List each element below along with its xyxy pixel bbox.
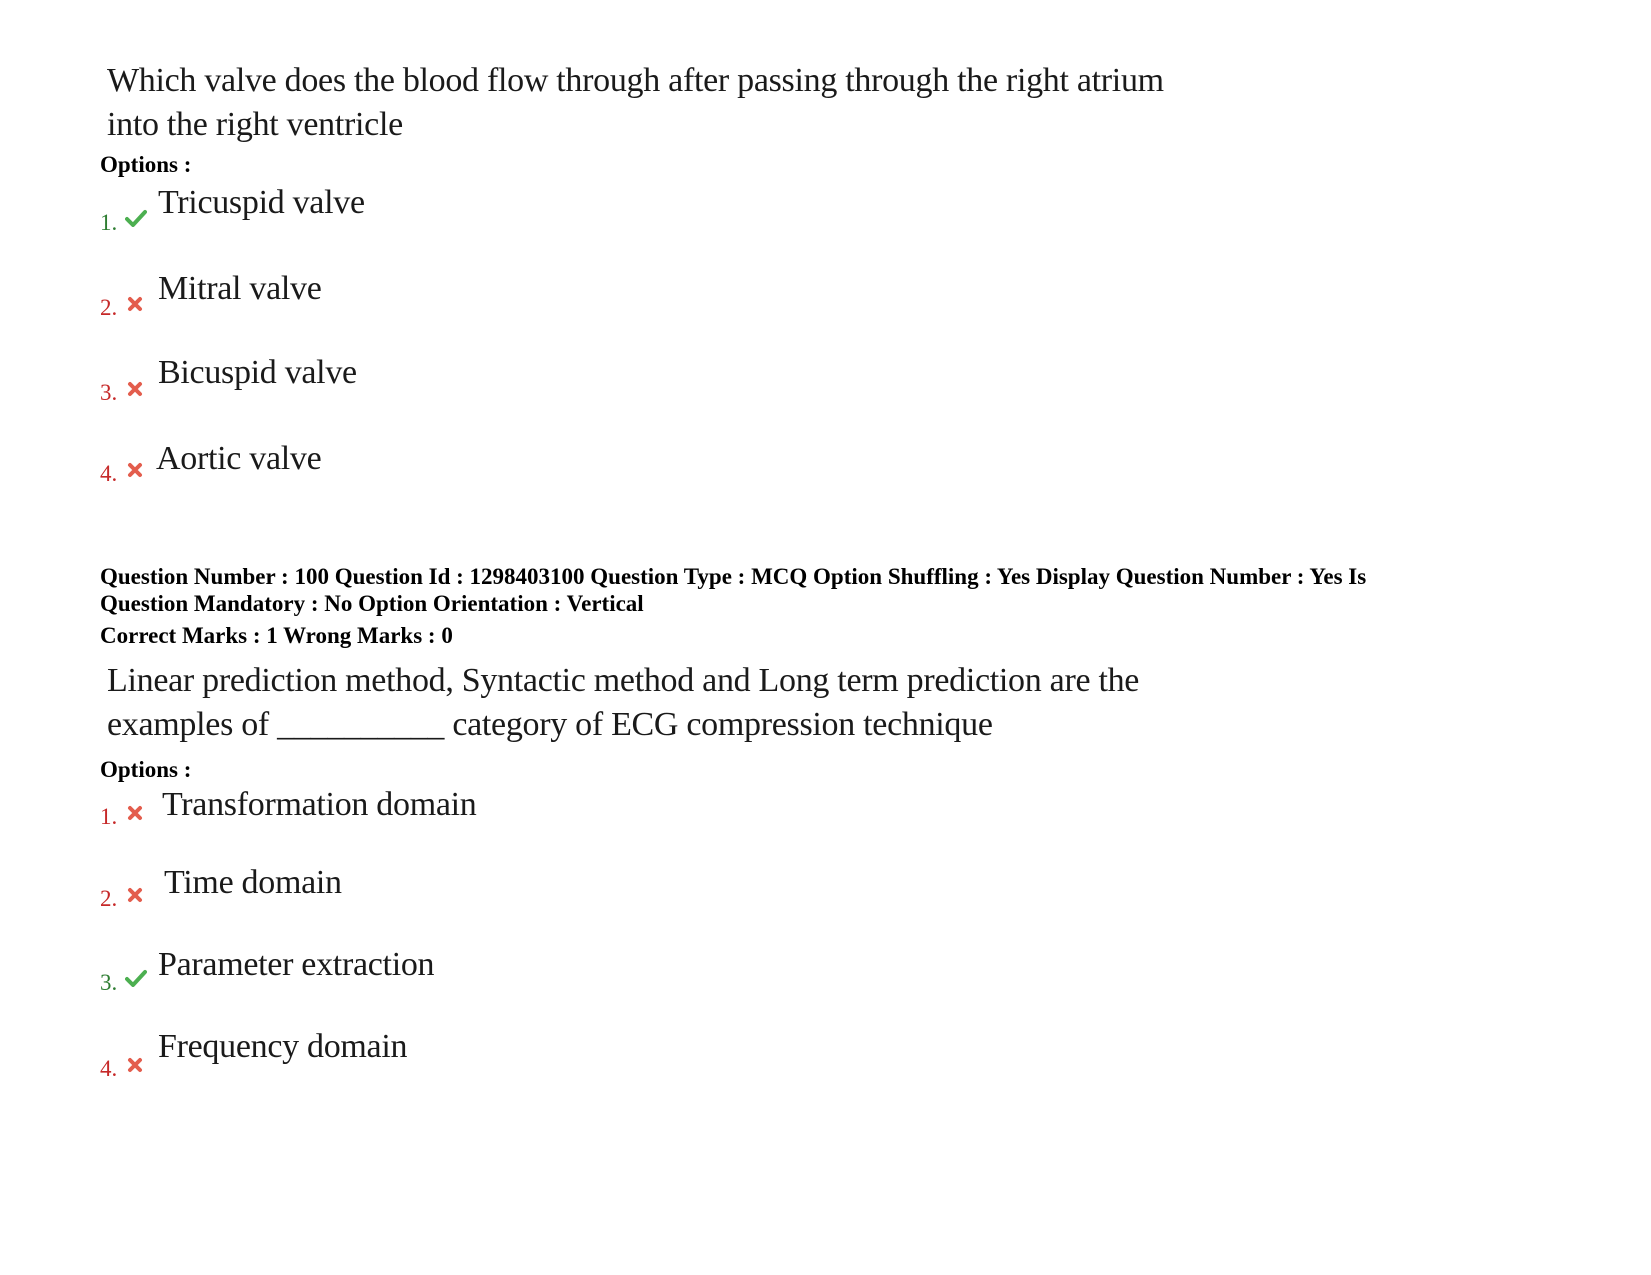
question-1-option-4-number: 4. (100, 461, 118, 486)
question-2-text-line-2: examples of __________ category of ECG compression technique (107, 706, 993, 743)
question-1-text-line-1: Which valve does the blood flow through after passing through the right atrium (107, 62, 1164, 99)
question-2-meta-line-2: Question Mandatory : No Option Orientation : Vertical (100, 591, 644, 616)
question-1-option-3-text: Bicuspid valve (158, 354, 357, 391)
question-1-options-label: Options : (100, 152, 192, 177)
question-2-meta-line-1: Question Number : 100 Question Id : 1298403100 Question Type : MCQ Option Shuffling : Yes Display Question Number : Yes Is (100, 564, 1367, 589)
cross-icon (127, 381, 143, 397)
cross-icon (127, 1057, 143, 1073)
check-icon (125, 969, 147, 987)
question-2-option-4-text: Frequency domain (158, 1028, 408, 1065)
question-2-option-2-number: 2. (100, 886, 118, 911)
question-2-option-2-text: Time domain (164, 864, 342, 901)
question-1-option-1-number: 1. (100, 210, 118, 235)
question-1-option-3-number: 3. (100, 380, 118, 405)
question-2-option-3-text: Parameter extraction (158, 946, 435, 983)
question-1-option-2-text: Mitral valve (158, 270, 322, 307)
check-icon (125, 209, 147, 227)
question-2-option-4-number: 4. (100, 1056, 118, 1081)
cross-icon (127, 805, 143, 821)
question-2-marks: Correct Marks : 1 Wrong Marks : 0 (100, 623, 453, 648)
question-2-option-1-number: 1. (100, 804, 118, 829)
cross-icon (127, 296, 143, 312)
cross-icon (127, 887, 143, 903)
question-2-options-label: Options : (100, 757, 192, 782)
cross-icon (127, 462, 143, 478)
question-2-option-3-number: 3. (100, 970, 118, 995)
question-1-option-1-text: Tricuspid valve (158, 184, 365, 221)
question-2-option-1-text: Transformation domain (162, 786, 477, 823)
question-1-text-line-2: into the right ventricle (107, 106, 403, 143)
question-1-option-2-number: 2. (100, 295, 118, 320)
question-2-text-line-1: Linear prediction method, Syntactic method and Long term prediction are the (107, 662, 1140, 699)
question-1-option-4-text: Aortic valve (156, 440, 322, 477)
